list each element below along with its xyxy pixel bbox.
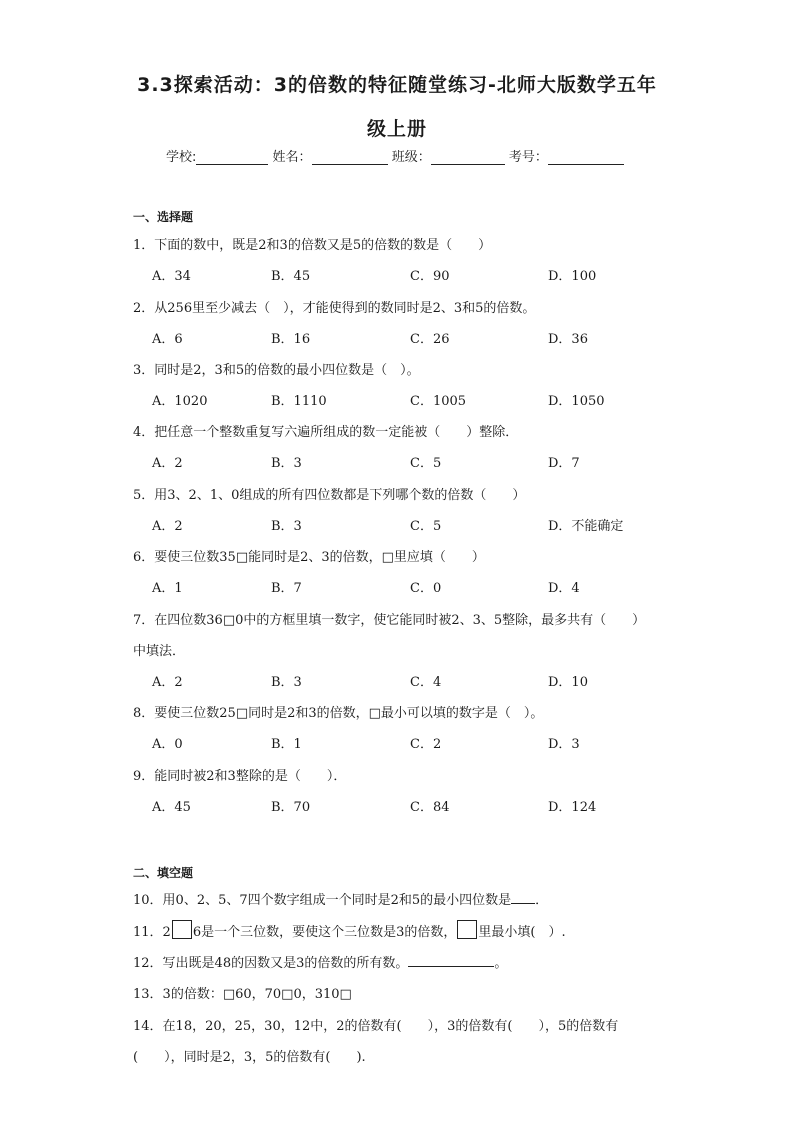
student-info-row	[166, 146, 624, 165]
option-b[interactable]: B．70	[271, 800, 311, 815]
option-b[interactable]: B．16	[271, 332, 311, 347]
option-a[interactable]: A．2	[152, 456, 183, 471]
option-d[interactable]: D．36	[548, 332, 588, 347]
option-b[interactable]: B．3	[271, 519, 302, 534]
name-blank[interactable]	[312, 150, 388, 165]
option-c[interactable]: C．0	[410, 581, 442, 596]
section-heading-fill: 二、填空题	[133, 866, 194, 880]
number-label: 考号：	[508, 150, 548, 165]
option-a[interactable]: A．6	[152, 332, 183, 347]
box-symbol	[457, 920, 477, 939]
option-b[interactable]: B．3	[271, 675, 302, 690]
question-11	[133, 920, 566, 940]
question-7-continued: 中填法．	[133, 644, 186, 659]
section-heading-choice: 一、选择题	[133, 210, 194, 224]
option-b[interactable]: B．1110	[271, 394, 327, 409]
school-blank[interactable]	[196, 150, 268, 165]
question-2: 2．从256里至少减去（ ），才能使得到的数同时是2、3和5的倍数。	[133, 301, 536, 316]
class-blank[interactable]	[431, 150, 505, 165]
option-c[interactable]: C．90	[410, 269, 450, 284]
question-11-end: 里最小填( ）.	[478, 925, 566, 940]
number-blank[interactable]	[548, 150, 624, 165]
question-7: 7．在四位数36□0中的方框里填一数字，使它能同时被2、3、5整除，最多共有（ ）	[133, 613, 646, 628]
option-d[interactable]: D．7	[548, 456, 580, 471]
option-d[interactable]: D．124	[548, 800, 597, 815]
question-12-end: 。	[494, 956, 508, 971]
question-11-middle: 6是一个三位数，要使这个三位数是3的倍数，	[192, 925, 457, 940]
question-11-start: 11．2	[133, 925, 171, 940]
option-a[interactable]: A．1020	[152, 394, 208, 409]
option-d[interactable]: D．100	[548, 269, 597, 284]
question-14-continued: ( ），同时是2，3，5的倍数有( ).	[133, 1050, 366, 1065]
page-title-line-2: 级上册	[366, 118, 427, 140]
option-a[interactable]: A．0	[152, 737, 183, 752]
question-13: 13．3的倍数：□60，70□0，310□	[133, 987, 352, 1002]
page-title-line-1: 3.3探索活动：3的倍数的特征随堂练习-北师大版数学五年	[137, 74, 657, 96]
option-c[interactable]: C．5	[410, 456, 442, 471]
question-12-text: 12．写出既是48的因数又是3的倍数的所有数。	[133, 956, 409, 971]
option-d[interactable]: D．3	[548, 737, 580, 752]
option-c[interactable]: C．1005	[410, 394, 467, 409]
option-a[interactable]: A．34	[152, 269, 191, 284]
option-a[interactable]: A．45	[152, 800, 191, 815]
option-b[interactable]: B．1	[271, 737, 302, 752]
option-c[interactable]: C．84	[410, 800, 450, 815]
question-10-end: ．	[535, 893, 549, 908]
question-1: 1．下面的数中，既是2和3的倍数又是5的倍数的数是（ ）	[133, 238, 492, 253]
question-10-text: 10．用0、2、5、7四个数字组成一个同时是2和5的最小四位数是	[133, 893, 512, 908]
question-10	[133, 889, 548, 908]
option-c[interactable]: C．2	[410, 737, 442, 752]
question-4: 4．把任意一个整数重复写六遍所组成的数一定能被（ ）整除．	[133, 425, 519, 440]
name-label: 姓名：	[272, 150, 312, 165]
option-d[interactable]: D．1050	[548, 394, 605, 409]
answer-box[interactable]	[172, 920, 192, 939]
answer-blank[interactable]	[408, 954, 494, 967]
option-c[interactable]: C．5	[410, 519, 442, 534]
option-c[interactable]: C．4	[410, 675, 442, 690]
question-3: 3．同时是2，3和5的倍数的最小四位数是（ ）。	[133, 363, 420, 378]
option-d[interactable]: D．10	[548, 675, 588, 690]
school-label: 学校:	[166, 150, 197, 165]
question-14: 14．在18，20，25，30，12中，2的倍数有( ），3的倍数有( ），5的倍数有	[133, 1019, 619, 1034]
option-a[interactable]: A．2	[152, 519, 183, 534]
question-9: 9．能同时被2和3整除的是（ ）．	[133, 769, 347, 784]
option-b[interactable]: B．45	[271, 269, 311, 284]
option-a[interactable]: A．2	[152, 675, 183, 690]
option-a[interactable]: A．1	[152, 581, 183, 596]
question-12	[133, 952, 507, 971]
option-d[interactable]: D．不能确定	[548, 519, 624, 534]
option-b[interactable]: B．7	[271, 581, 302, 596]
class-label: 班级：	[391, 150, 431, 165]
question-8: 8．要使三位数25□同时是2和3的倍数，□最小可以填的数字是（ ）。	[133, 706, 544, 721]
option-c[interactable]: C．26	[410, 332, 450, 347]
option-d[interactable]: D．4	[548, 581, 580, 596]
question-5: 5．用3、2、1、0组成的所有四位数都是下列哪个数的倍数（ ）	[133, 488, 526, 503]
answer-blank[interactable]	[511, 891, 535, 904]
option-b[interactable]: B．3	[271, 456, 302, 471]
question-6: 6．要使三位数35□能同时是2、3的倍数，□里应填（ ）	[133, 550, 485, 565]
